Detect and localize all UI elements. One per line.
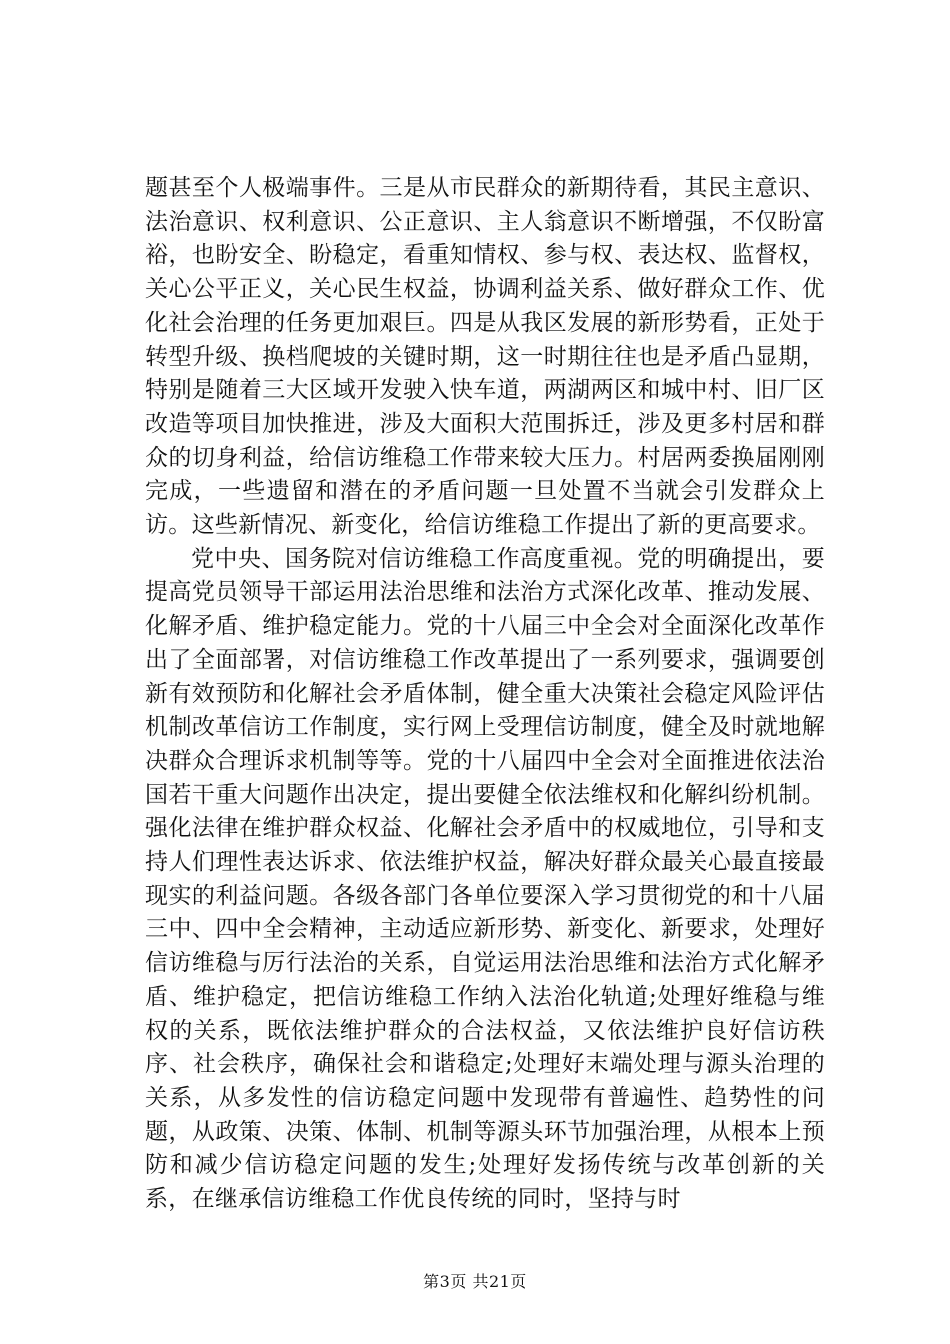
paragraph-party-central: 党中央、国务院对信访维稳工作高度重视。党的明确提出，要提高党员领导干部运用法治思维和法治方式深化改革、推动发展、化解矛盾、维护稳定能力。党的十八届三中全会对全面深化改革作出了全面部署，对信访维稳工作改革提出了一系列要求，强调要创新有效预防和化解社会矛盾体制，健全重大决策社会稳定风险评估机制改革信访工作制度，实行网上受理信访制度，健全及时就地解决群众合理诉求机制等等。党的十八届四中全会对全面推进依法治国若干重大问题作出决定，提出要健全依法维权和化解纠纷机制。强化法律在维护群众权益、化解社会矛盾中的权威地位，引导和支持人们理性表达诉求、依法维护权益，解决好群众最关心最直接最现实的利益问题。各级各部门各单位要深入学习贯彻党的和十八届三中、四中全会精神，主动适应新形势、新变化、新要求，处理好信访维稳与厉行法治的关系，自觉运用法治思维和法治方式化解矛盾、维护稳定，把信访维稳工作纳入法治化轨道;处理好维稳与维权的关系，既依法维护群众的合法权益，又依法维护良好信访秩序、社会秩序，确保社会和谐稳定;处理好末端处理与源头治理的关系，从多发性的信访稳定问题中发现带有普遍性、趋势性的问题，从政策、决策、体制、机制等源头环节加强治理，从根本上预防和减少信访稳定问题的发生;处理好发扬传统与改革创新的关系，在继承信访维稳工作优良传统的同时，坚持与时 bbox=[145, 545, 825, 1213]
page-footer bbox=[0, 1271, 950, 1293]
document-body bbox=[145, 172, 825, 1217]
paragraph-continuation: 题甚至个人极端事件。三是从市民群众的新期待看，其民主意识、法治意识、权利意识、公正意识、主人翁意识不断增强，不仅盼富裕，也盼安全、盼稳定，看重知情权、参与权、表达权、监督权，关心公平正义，关心民生权益，协调利益关系、做好群众工作、优化社会治理的任务更加艰巨。四是从我区发展的新形势看，正处于转型升级、换档爬坡的关键时期，这一时期往往也是矛盾凸显期，特别是随着三大区域开发驶入快车道，两湖两区和城中村、旧厂区改造等项目加快推进，涉及大面积大范围拆迁，涉及更多村居和群众的切身利益，给信访维稳工作带来较大压力。村居两委换届刚刚完成，一些遗留和潜在的矛盾问题一旦处置不当就会引发群众上访。这些新情况、新变化，给信访维稳工作提出了新的更高要求。 bbox=[145, 175, 825, 539]
page-number: 第3页 共21页 bbox=[423, 1272, 527, 1291]
